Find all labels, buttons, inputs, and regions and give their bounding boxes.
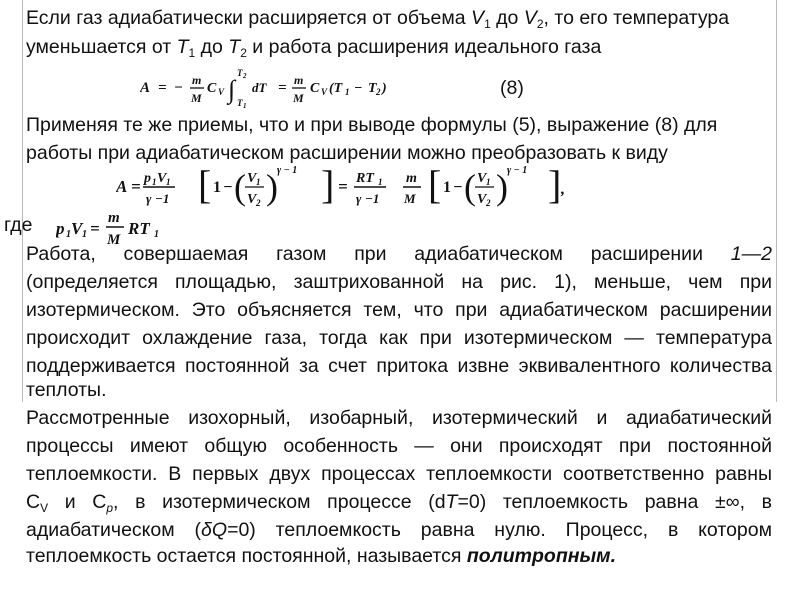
svg-text:1: 1 [154, 229, 159, 240]
var-t: T [228, 36, 241, 58]
equation-number-8: (8) [500, 77, 524, 99]
svg-text:1: 1 [213, 179, 221, 196]
left-frame-line [22, 0, 23, 402]
word: адиабатическом [414, 243, 563, 265]
subscript: 2 [240, 46, 247, 60]
svg-text:2: 2 [486, 198, 491, 208]
where-label: где [4, 214, 33, 236]
svg-text:=: = [131, 177, 141, 196]
svg-text:1: 1 [82, 229, 87, 240]
svg-text:V: V [247, 192, 257, 207]
para3-line-2: (определяется площадью, заштрихованной на рис. 1), меньше, чем при [26, 271, 772, 293]
intro-line-2 [26, 33, 601, 61]
text: и C [48, 491, 107, 513]
formula-8 [140, 62, 470, 112]
svg-text:2: 2 [256, 198, 261, 208]
formula-8-c: C [207, 81, 217, 96]
svg-text:V: V [157, 171, 167, 186]
svg-text:1: 1 [443, 179, 451, 196]
var-v: V [523, 7, 537, 29]
text: =0) теплоемкость равна нулю. Процесс, в котором [227, 519, 773, 541]
text: =0) теплоемкость равна ±∞, в [457, 491, 772, 513]
word: при [354, 243, 387, 265]
svg-text:∫: ∫ [228, 75, 236, 104]
word: 1—2 [730, 243, 772, 265]
svg-text:γ: γ [356, 191, 362, 206]
word: расширении [590, 243, 703, 265]
svg-text:1: 1 [486, 177, 491, 187]
para2-line-2: работы при адиабатическом расширении можно преобразовать к виду [26, 142, 668, 164]
svg-text:]: ] [548, 162, 562, 207]
keyword-polytropic: политропным. [466, 545, 617, 567]
svg-text:1: 1 [66, 229, 71, 240]
svg-text:(T: (T [329, 81, 343, 96]
svg-text:(: ( [464, 167, 476, 207]
subscript: 1 [484, 17, 491, 31]
svg-text:=: = [278, 80, 287, 96]
var-dq: δQ [201, 519, 228, 541]
var-t: T [176, 36, 189, 58]
svg-text:[: [ [428, 162, 442, 207]
formula-8-v: V [218, 87, 225, 97]
svg-text:V: V [477, 171, 487, 186]
svg-text:V: V [321, 87, 328, 97]
para4-line-5 [26, 516, 772, 544]
svg-text:1: 1 [152, 177, 157, 187]
text: адиабатическом ( [26, 519, 202, 541]
svg-text:T: T [368, 81, 377, 96]
formula-8-a: A [140, 80, 151, 96]
intro-text: Если газ адиабатически расширяется от объема [26, 7, 472, 29]
svg-text:=: = [90, 219, 100, 238]
intro-text: до [195, 36, 229, 58]
svg-text:T: T [237, 68, 243, 78]
formula-8-minus: − [174, 80, 184, 96]
subscript: 2 [536, 17, 544, 31]
svg-text:−: − [223, 179, 233, 196]
svg-text:1: 1 [166, 177, 171, 187]
para2-line-1: Применяя те же приемы, что и при выводе формулы (5), выражение (8) для [26, 114, 718, 136]
svg-text:): ) [382, 81, 387, 96]
svg-text:T: T [237, 98, 243, 108]
para4-line-2: процессы имеют общую особенность — они происходят при постоянной [26, 435, 772, 457]
svg-text:M: M [404, 191, 416, 206]
right-frame-line [776, 0, 777, 402]
text: , в изотермическом процессе (d [113, 491, 446, 513]
word: Работа, [26, 243, 96, 265]
svg-text:1: 1 [345, 87, 350, 97]
subscript: p [106, 501, 114, 515]
svg-text:=: = [338, 177, 348, 196]
svg-text:1: 1 [378, 177, 383, 187]
word: совершаемая [123, 243, 249, 265]
svg-text:−: − [453, 179, 463, 196]
svg-text:V: V [247, 171, 257, 186]
svg-text:p: p [56, 219, 65, 238]
formula-8-m: m [192, 73, 202, 87]
text: C [26, 491, 41, 513]
para3-line-4: происходит охлаждение газа, тогда как при изотермическом — температура [26, 327, 772, 349]
intro-text: , то его температура [543, 7, 730, 29]
svg-text:2: 2 [376, 87, 381, 97]
para3-line-1 [26, 240, 772, 268]
intro-text: и работа расширения идеального газа [246, 36, 602, 58]
svg-text:p: p [144, 171, 151, 186]
svg-text:γ − 1: γ − 1 [277, 165, 298, 176]
svg-text:]: ] [321, 162, 335, 207]
svg-text:C: C [310, 81, 320, 96]
para4-line-6 [26, 542, 616, 570]
svg-text:m: m [294, 73, 304, 87]
svg-text:−1: −1 [365, 191, 380, 206]
svg-text:γ − 1: γ − 1 [507, 165, 528, 176]
para4-line-4 [26, 488, 772, 516]
svg-text:,: , [561, 181, 565, 198]
var-v: V [471, 7, 485, 29]
intro-text: уменьшается от [26, 36, 177, 58]
svg-text:m: m [406, 171, 417, 186]
svg-text:1: 1 [243, 102, 247, 110]
subscript: V [40, 501, 49, 515]
para3-line-3: изотермическом. Это объясняется тем, что при адиабатическом расширении [26, 299, 772, 321]
para4-line-3: теплоемкости. В первых двух процессах теплоемкости соответственно равны [26, 463, 772, 485]
svg-text:RT: RT [128, 219, 150, 238]
var-t: T [445, 491, 458, 513]
svg-text:2: 2 [243, 72, 247, 80]
svg-text:[: [ [198, 162, 212, 207]
para3-line-6: теплоты. [26, 379, 107, 401]
svg-text:V: V [71, 219, 83, 238]
intro-line-1 [26, 4, 729, 32]
svg-text:γ: γ [146, 191, 152, 206]
svg-text:M: M [107, 232, 121, 248]
intro-text: до [490, 7, 524, 29]
svg-text:M: M [293, 91, 304, 105]
svg-text:(: ( [234, 167, 246, 207]
formula-8-dt: dT [252, 80, 267, 95]
svg-text:): ) [496, 167, 508, 207]
svg-text:1: 1 [256, 177, 261, 187]
svg-text:RT: RT [356, 171, 374, 186]
svg-text:V: V [477, 192, 487, 207]
subscript: 1 [188, 46, 196, 60]
svg-text:−: − [354, 81, 363, 96]
para4-line-1: Рассмотренные изохорный, изобарный, изотермический и адиабатический [26, 407, 772, 429]
formula-8-eq: = [158, 80, 167, 96]
para3-line-5: поддерживается постоянной за счет притока извне эквивалентного количества [26, 355, 772, 377]
word: газом [276, 243, 327, 265]
svg-text:m: m [108, 210, 120, 226]
text: теплоемкость остается постоянной, называется [26, 545, 467, 567]
svg-text:−1: −1 [155, 191, 170, 206]
formula-8-M: M [191, 91, 202, 105]
svg-text:A: A [116, 177, 128, 196]
svg-text:): ) [266, 167, 278, 207]
